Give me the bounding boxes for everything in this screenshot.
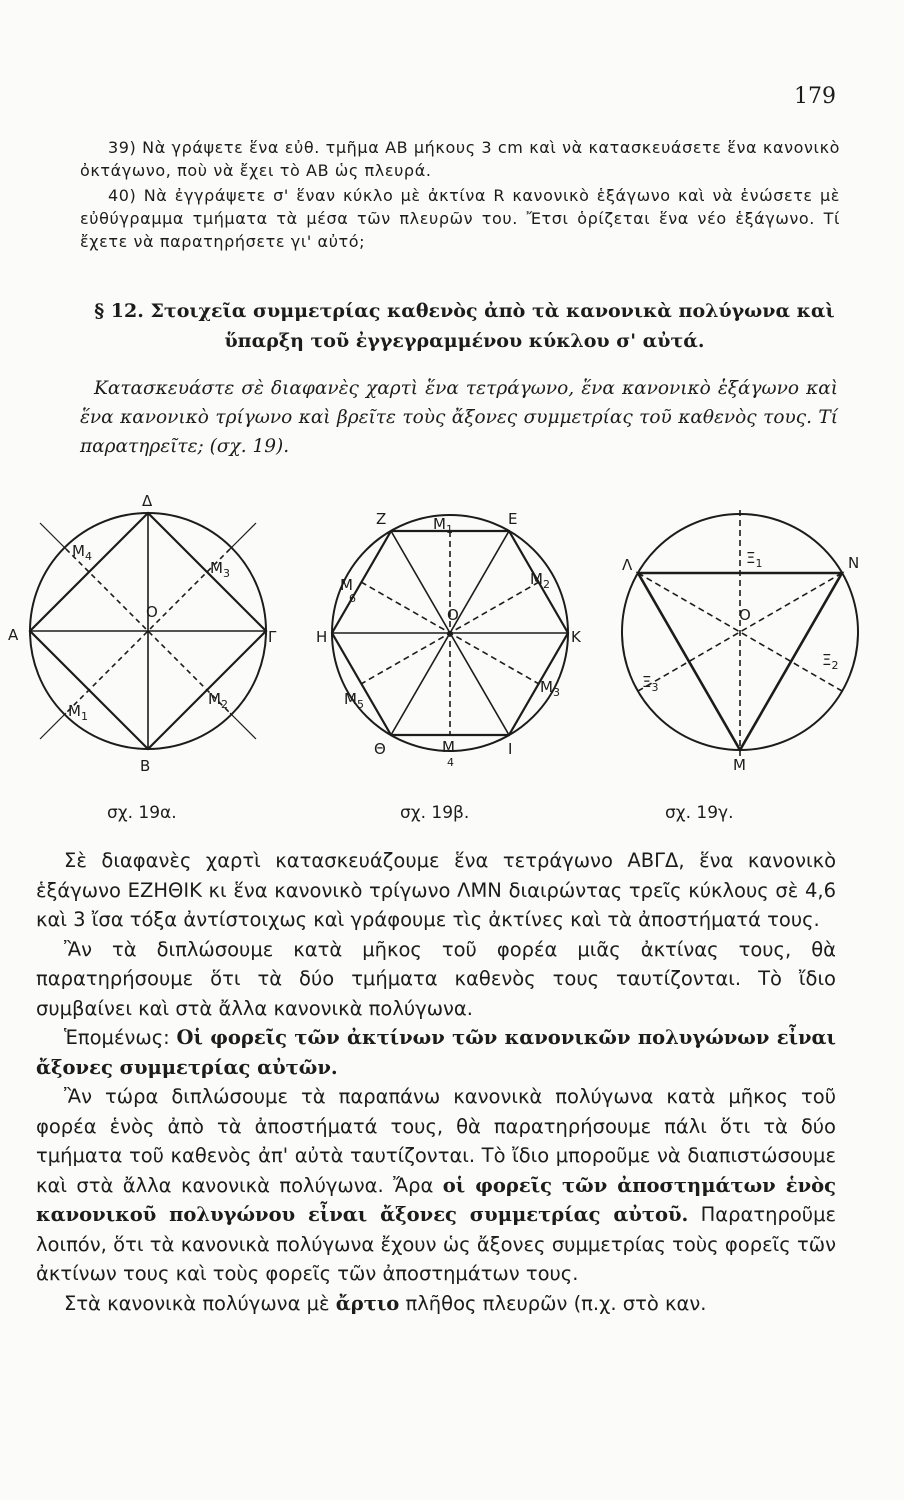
- paragraph-4: Ἂν τώρα διπλώσουμε τὰ παραπάνω κανονικὰ πολύγωνα κατὰ μῆκος τοῦ φορέα ἑνὸς ἀπὸ τὰ ἀποστήματά τους, θὰ παρατηρήσουμε πάλι ὅτι τὰ δύο τμήματα τοῦ καθενὸς ἀπ' αὐτὰ ταυτίζονται. Τὸ ἴδιο μποροῦμε νὰ διαπιστώσουμε καὶ στὰ ἄλλα κανονικὰ πολύγωνα. Ἄρα οἱ φορεῖς τῶν ἀποστημάτων ἑνὸς κανονικοῦ πολυγώνου εἶναι ἄξονες συμμετρίας αὐτοῦ. Παρατηροῦμε λοιπόν, ὅτι τὰ κανονικὰ πολύγωνα ἔχουν ὡς ἄξονες συμμετρίας τοὺς φορεῖς τῶν ἀκτίνων τους καὶ τοὺς φορεῖς τῶν ἀποστημάτων τους.: [36, 1085, 837, 1285]
- label-delta: Δ: [142, 492, 153, 510]
- label-z: Ζ: [376, 510, 387, 528]
- label-m4-b: Μ 4: [442, 738, 455, 769]
- label-e: Ε: [508, 510, 518, 528]
- section-intro: Κατασκευάστε σὲ διαφανὲς χαρτὶ ἕνα τετράγωνο, ἕνα κανονικὸ ἑξάγωνο καὶ ἕνα κανονικὸ τρίγωνο καὶ βρεῖτε τοὺς ἄξονες συμμετρίας τοῦ καθενὸς τους. Τί παρατηρεῖτε; (σχ. 19).: [80, 378, 838, 457]
- label-o-a: Ο: [146, 603, 158, 621]
- paragraph-1: Σὲ διαφανὲς χαρτὶ κατασκευάζουμε ἕνα τετράγωνο ΑΒΓΔ, ἕνα κανονικὸ ἑξάγωνο ΕΖΗΘΙΚ κι ἕνα κανονικὸ τρίγωνο ΛΜΝ διαιρώντας τρεῖς κύκλους σὲ 4,6 καὶ 3 ἴσα τόξα ἀντίστοιχως καὶ γράφουμε τὶς ἀκτίνες καὶ τὰ ἀποστήματά τους.: [36, 849, 836, 931]
- label-mu: Μ: [733, 756, 746, 774]
- label-x1: $\Xi_1$: [746, 549, 763, 570]
- caption-19b: σχ. 19β.: [400, 803, 470, 823]
- label-m3-a: $M_3$: [210, 559, 230, 580]
- section-title: § 12. Στοιχεῖα συμμετρίας καθενὸς ἀπὸ τὰ κανονικὰ πολύγωνα καὶ ὕπαρξη τοῦ ἐγγεγραμμένου κύκλου σ' αὐτά.: [94, 300, 835, 352]
- label-theta: Θ: [374, 740, 386, 758]
- label-nu: Ν: [848, 554, 860, 572]
- paragraph-2: Ἂν τὰ διπλώσουμε κατὰ μῆκος τοῦ φορέα μιᾶς ἀκτίνας τους, θὰ παρατηρήσουμε ὅτι τὰ δύο τμήματα καθενὸς τους ταυτίζονται. Τὸ ἴδιο συμβαίνει καὶ στὰ ἄλλα κανονικὰ πολύγωνα.: [36, 937, 836, 1020]
- label-m2-b: $M_2$: [530, 570, 550, 591]
- figure-19: [0, 490, 904, 830]
- label-lambda: Λ: [622, 556, 633, 574]
- caption-19a: σχ. 19α.: [107, 803, 177, 823]
- label-o-c: Ο: [739, 606, 751, 624]
- label-m6-b: Μ 6: [340, 576, 356, 605]
- label-h: Η: [316, 628, 328, 646]
- caption-19c: σχ. 19γ.: [665, 803, 734, 823]
- ext-m4: [40, 523, 66, 549]
- label-k: Κ: [571, 628, 581, 646]
- label-alpha: Α: [8, 626, 19, 644]
- label-m4-a: $M_4$: [72, 542, 92, 563]
- exercise-list: [80, 136, 840, 253]
- label-m3-b: $M_3$: [540, 678, 560, 699]
- ext-m2: [230, 713, 256, 739]
- paragraph-5: Στὰ κανονικὰ πολύγωνα μὲ ἄρτιο πλῆθος πλευρῶν (π.χ. στὸ καν.: [64, 1291, 707, 1315]
- paragraph-3: Ἑπομένως: Οἱ φορεῖς τῶν ἀκτίνων τῶν κανονικῶν πολυγώνων εἶναι ἄξονες συμμετρίας αὐτῶν.: [36, 1026, 836, 1079]
- label-m1-b: $M_1$: [433, 515, 453, 536]
- figure-19c-triangle: [622, 510, 858, 760]
- figure-19a-square: [30, 513, 266, 749]
- page-number: 179: [794, 84, 836, 109]
- label-x2: $\Xi_2$: [822, 651, 839, 672]
- label-m1-a: $M_1$: [68, 702, 88, 723]
- label-m5-b: $M_5$: [344, 690, 364, 711]
- label-beta: Β: [140, 757, 151, 775]
- body-text: [36, 846, 836, 1318]
- exercise-39: 39) Νὰ γράψετε ἕνα εὐθ. τμῆμα ΑΒ μήκους 3 cm καὶ νὰ κατασκευάσετε ἕνα κανονικὸ ὀκτάγωνο, ποὺ νὰ ἔχει τὸ ΑΒ ὡς πλευρά.: [80, 138, 840, 180]
- ext-m1: [40, 713, 66, 739]
- ext-m3: [230, 523, 256, 549]
- exercise-40: 40) Νὰ ἐγγράψετε σ' ἕναν κύκλο μὲ ἀκτίνα R κανονικὸ ἑξάγωνο καὶ νὰ ἑνώσετε μὲ εὐθύγραμμα τμήματα τὰ μέσα τῶν πλευρῶν του. Ἔτσι ὁρίζεται ἕνα νέο ἑξάγωνο. Τί ἔχετε νὰ παρατηρήσετε γι' αὐτό;: [80, 186, 840, 251]
- label-o-b: Ο: [447, 606, 459, 624]
- label-gamma: Γ: [268, 628, 277, 646]
- figure-19b-hexagon: [332, 515, 568, 751]
- label-m2-a: $M_2$: [208, 690, 228, 711]
- label-i: Ι: [508, 740, 513, 758]
- label-x3: $\Xi_3$: [642, 673, 659, 694]
